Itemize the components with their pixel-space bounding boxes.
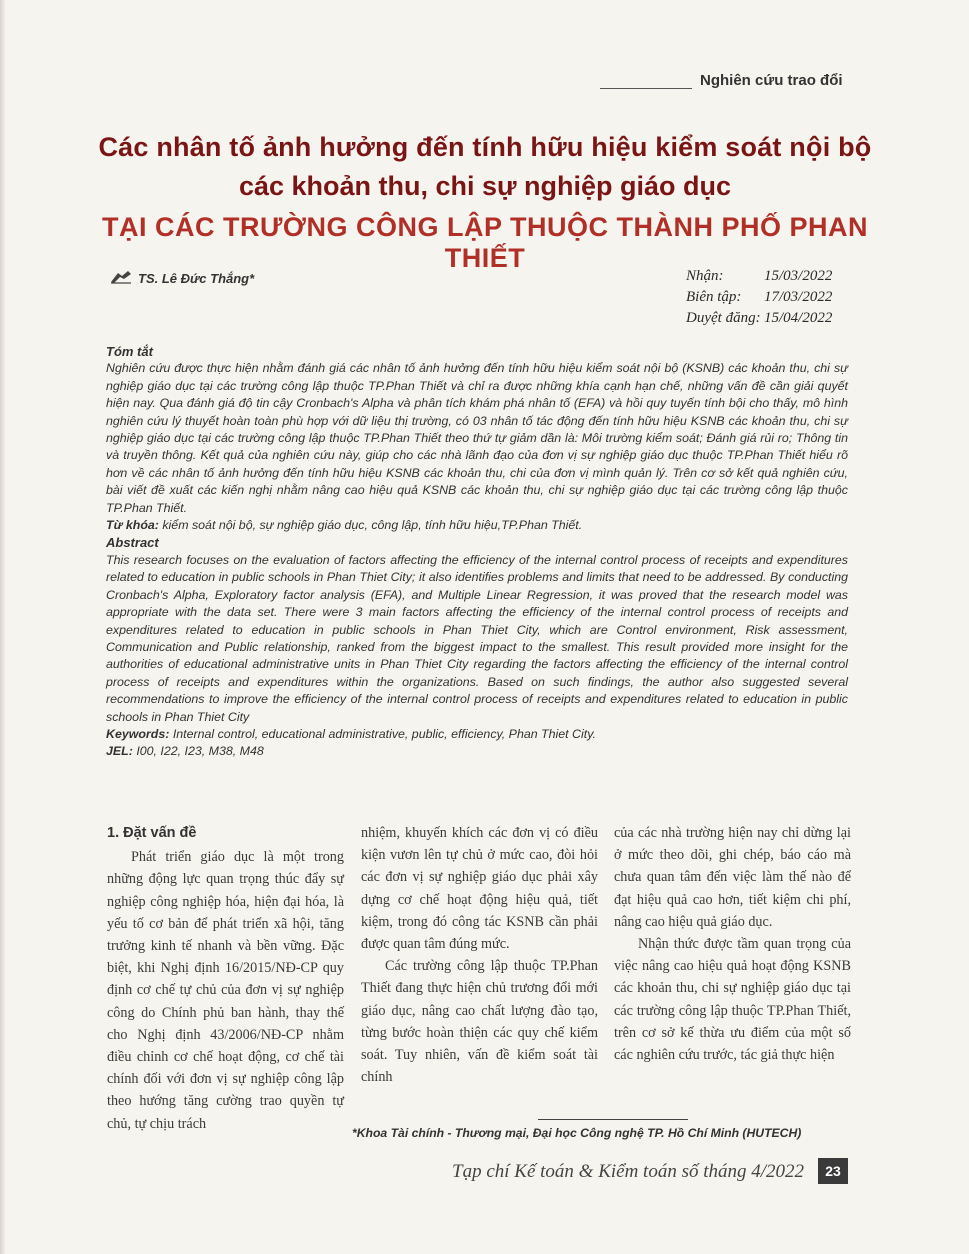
- article-title-line2: các khoản thu, chi sự nghiệp giáo dục: [238, 171, 732, 201]
- footnote: *Khoa Tài chính - Thương mại, Đại học Công nghệ TP. Hồ Chí Minh (HUTECH): [352, 1126, 802, 1140]
- page-edge-shadow: [0, 0, 6, 1254]
- body-paragraph: Các trường công lập thuộc TP.Phan Thiết đang thực hiện chủ trương đổi mới giáo dục, nâng cao chất lượng đào tạo, từng bước hoàn thiện các quy chế kiểm soát. Tuy nhiên, vấn đề kiểm soát tài chính: [361, 958, 598, 1086]
- jel-codes: [106, 743, 848, 760]
- summary-keywords: [106, 517, 848, 534]
- body-column-3: [614, 822, 851, 1066]
- summary-heading: Tóm tắt: [106, 344, 153, 359]
- page-number: 23: [818, 1158, 848, 1184]
- journal-name: Tạp chí Kế toán & Kiểm toán số tháng 4/2022: [452, 1161, 805, 1182]
- body-column-2: [361, 822, 598, 1088]
- footnote-rule: [538, 1119, 688, 1120]
- body-paragraph: Nhận thức được tầm quan trọng của việc nâng cao hiệu quả hoạt động KSNB các khoản thu, chi sự nghiệp giáo dục tại các trường công lập thuộc TP.Phan Thiết, trên cơ sở kế thừa ưu điểm của một số các nghiên cứu trước, tác giả thực hiện: [614, 936, 851, 1064]
- received-label: Nhận:: [686, 268, 724, 284]
- section-heading: 1. Đặt vấn đề: [107, 825, 197, 841]
- body-column-1: [107, 822, 344, 1135]
- pen-icon: [110, 270, 132, 287]
- summary-keywords-label: Từ khóa:: [106, 518, 159, 533]
- body-paragraph: Phát triển giáo dục là một trong những động lực quan trọng thúc đẩy sự nghiệp công nghiệp hóa, hiện đại hóa, là yếu tố cơ bản để phát triển xã hội, tăng trưởng kinh tế nhanh và bền vững. Đặc biệt, khi Nghị định 16/2015/NĐ-CP quy định cơ chế tự chủ của đơn vị sự nghiệp công do Chính phủ ban hành, thay thế cho Nghị định 43/2006/NĐ-CP nhằm điều chỉnh cơ chế hoạt động, cơ chế tài chính đối với đơn vị sự nghiệp công lập theo hướng tăng cường trao quyền tự chủ, tự chịu trách: [107, 849, 344, 1132]
- article-dates: [686, 266, 832, 329]
- header-rule: [600, 88, 692, 89]
- approved-label: Duyệt đăng:: [686, 310, 761, 326]
- jel-label: JEL:: [106, 744, 133, 759]
- abstract-keywords-label: Keywords:: [106, 726, 170, 741]
- edited-label: Biên tập:: [686, 289, 742, 305]
- abstract-keywords-text: Internal control, educational administrative, public, efficiency, Phan Thiet City.: [172, 726, 596, 741]
- body-paragraph: nhiệm, khuyến khích các đơn vị có điều kiện vươn lên tự chủ ở mức cao, đòi hỏi các đơn vị sự nghiệp giáo dục phải xây dựng cơ chế hoạt động hiệu quả, tiết kiệm, trong đó công tác KSNB cần phải được quan tâm đúng mức.: [361, 825, 598, 953]
- abstract-heading: Abstract: [106, 535, 159, 551]
- abstract-block: [106, 343, 848, 761]
- body-paragraph: của các nhà trường hiện nay chỉ dừng lại ở mức theo dõi, ghi chép, báo cáo mà chưa quan tâm đến việc làm thế nào để đạt hiệu quả cao hơn, tiết kiệm chi phí, nâng cao hiệu quả giáo dục.: [614, 825, 851, 930]
- section-tag: Nghiên cứu trao đổi: [700, 72, 843, 89]
- summary-text: Nghiên cứu được thực hiện nhằm đánh giá các nhân tố ảnh hưởng đến tính hữu hiệu kiểm soát nội bộ (KSNB) các khoản thu, chi sự nghiệp giáo dục tại các trường công lập thuộc TP.Phan Thiết và chỉ ra được những khía cạnh hạn chế, những vấn đề cần giải quyết hiện nay. Qua đánh giá độ tin cậy Cronbach's Alpha và phân tích khám phá nhân tố (EFA) và hồi quy tuyến tính bội cho thấy, mô hình nghiên cứu lý thuyết hoàn toàn phù hợp với dữ liệu thị trường, có 03 nhân tố tác động đến tính hữu hiệu KSNB các khoản thu, chi sự nghiệp giáo dục tại các trường công lập thuộc TP.Phan Thiết theo thứ tự giảm dần là: Môi trường kiểm soát; Đánh giá rủi ro; Thông tin và truyền thông. Kết quả của nghiên cứu này, giúp cho các nhà lãnh đạo của đơn vị sự nghiệp giáo dục thuộc TP.Phan Thiết hiểu rõ hơn về các nhân tố ảnh hưởng đến tính hữu hiệu KSNB các khoản thu, chi của đơn vị mình quản lý. Trên cơ sở kết quả nghiên cứu, bài viết đề xuất các kiến nghị nhằm nâng cao hiệu quả KSNB các khoản thu, chi sự nghiệp giáo dục tại các trường công lập thuộc TP.Phan Thiết.: [106, 361, 848, 515]
- article-title-line3: TẠI CÁC TRƯỜNG CÔNG LẬP THUỘC THÀNH PHỐ PHAN THIẾT: [102, 212, 868, 273]
- author: [110, 270, 254, 287]
- jel-text: I00, I22, I23, M38, M48: [136, 744, 264, 759]
- article-title-line1: Các nhân tố ảnh hưởng đến tính hữu hiệu kiểm soát nội bộ: [98, 132, 872, 162]
- author-name: TS. Lê Đức Thắng*: [138, 271, 255, 286]
- abstract-keywords: [106, 726, 848, 743]
- approved-date: 15/04/2022: [764, 310, 833, 326]
- summary-keywords-text: kiểm soát nội bộ, sự nghiệp giáo dục, công lập, tính hữu hiệu,TP.Phan Thiết.: [162, 518, 583, 533]
- edited-date: 17/03/2022: [764, 289, 833, 305]
- received-date: 15/03/2022: [764, 268, 833, 284]
- abstract-text: This research focuses on the evaluation of factors affecting the efficiency of the internal control process of receipts and expenditures related to education in public schools in Phan Thiet City; it also identifies problems and limits that need to be addressed. By conducting Cronbach's Alpha, Exploratory factor analysis (EFA), and Multiple Linear Regression, it was proved that the research model was appropriate with the data set. There were 3 main factors affecting the efficiency of the internal control process of receipts and expenditures related to education in public schools in Phan Thiet City, which are Control environment, Risk assessment, Communication and Public relationship, ranked from the biggest impact to the smallest. This result provided more insight for the authorities of educational administrative units in Phan Thiet City regarding the factors affecting the efficiency of the internal control process of receipts and expenditures within the organizations. Based on such findings, the author also suggested several recommendations to improve the efficiency of the internal control process of receipts and expenditures related to education in public schools in Phan Thiet City: [106, 552, 848, 724]
